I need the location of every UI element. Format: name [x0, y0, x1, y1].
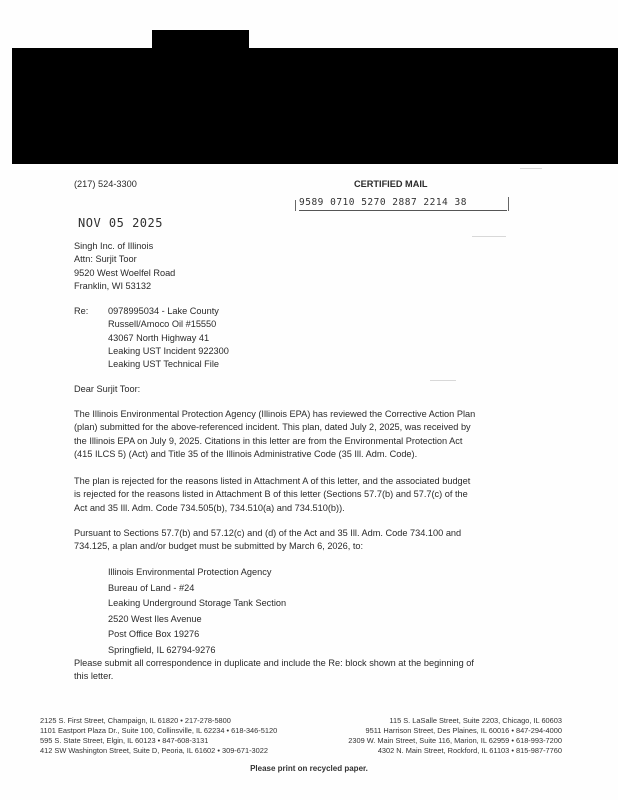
paragraph-line: The plan is rejected for the reasons listed in Attachment A of this letter, and the associated budget [74, 476, 471, 486]
re-line: Russell/Amoco Oil #15550 [108, 319, 217, 330]
re-line: 43067 North Highway 41 [108, 332, 210, 343]
paragraph-line: this letter. [74, 671, 114, 682]
paragraph-line: Pursuant to Sections 57.7(b) and 57.12(c) and (d) of the Act and 35 Ill. Adm. Code 734.100 and [74, 528, 462, 538]
re-line: Leaking UST Technical File [108, 359, 219, 370]
phone-number: (217) 524-3300 [74, 179, 137, 189]
re-line: 0978995034 - Lake County [108, 306, 219, 316]
office-address: 412 SW Washington Street, Suite D, Peoria, IL 61602 • 309-671-3022 [40, 746, 269, 755]
redaction-block [12, 48, 618, 164]
paragraph-line: 734.125, a plan and/or budget must be submitted by March 6, 2026, to: [74, 541, 364, 552]
re-line: Leaking UST Incident 922300 [108, 345, 229, 356]
mailing-line: Leaking Underground Storage Tank Section [108, 598, 287, 608]
paragraph-correspondence [74, 657, 534, 684]
mailing-line: Post Office Box 19276 [108, 629, 200, 639]
recipient-line: Singh Inc. of Illinois [74, 241, 154, 251]
paragraph-review [74, 408, 534, 461]
salutation: Dear Surjit Toor: [74, 384, 141, 394]
office-address: 115 S. LaSalle Street, Suite 2203, Chicago, IL 60603 [389, 716, 562, 725]
office-address: 9511 Harrison Street, Des Plaines, IL 60016 • 847-294-4000 [365, 726, 562, 735]
mailing-line: Illinois Environmental Protection Agency [108, 567, 272, 577]
office-address: 595 S. State Street, Elgin, IL 60123 • 847-608-3131 [40, 736, 209, 745]
paragraph-submission [74, 527, 534, 554]
paragraph-line: Please submit all correspondence in duplicate and include the Re: block shown at the beginning of [74, 658, 474, 668]
recycled-paper-note: Please print on recycled paper. [250, 764, 368, 773]
recipient-line: Attn: Surjit Toor [74, 254, 137, 265]
paragraph-line: (plan) submitted for the above-referenced incident. This plan, dated July 2, 2025, was received by [74, 422, 471, 433]
tracking-number: 9589 0710 5270 2887 2214 38 [299, 197, 507, 211]
scan-artifact [472, 236, 506, 237]
redaction-bar-top [152, 30, 249, 50]
mailing-line: 2520 West Iles Avenue [108, 613, 202, 624]
footer-right-column [348, 716, 562, 756]
mailing-line: Springfield, IL 62794-9276 [108, 644, 216, 655]
re-label: Re: [74, 306, 89, 316]
office-address: 2125 S. First Street, Champaign, IL 61820 • 217-278-5800 [40, 716, 231, 725]
certified-mail-label: CERTIFIED MAIL [354, 179, 428, 189]
recipient-line: 9520 West Woelfel Road [74, 267, 176, 278]
paragraph-line: Act and 35 Ill. Adm. Code 734.505(b), 734.510(a) and 734.510(b)). [74, 502, 345, 513]
paragraph-line: The Illinois Environmental Protection Agency (Illinois EPA) has reviewed the Corrective Action Plan [74, 409, 476, 419]
footer-left-column [40, 716, 277, 756]
recipient-line: Franklin, WI 53132 [74, 280, 152, 291]
mailing-line: Bureau of Land - #24 [108, 582, 195, 593]
mailing-address [108, 566, 286, 659]
received-date-stamp: NOV 05 2025 [78, 216, 163, 230]
re-block [108, 305, 229, 371]
paragraph-line: (415 ILCS 5) (Act) and Title 35 of the Illinois Administrative Code (35 Ill. Adm. Code). [74, 448, 418, 459]
paragraph-rejection [74, 475, 534, 515]
office-address: 1101 Eastport Plaza Dr., Suite 100, Collinsville, IL 62234 • 618-346-5120 [40, 726, 278, 735]
office-address: 2309 W. Main Street, Suite 116, Marion, IL 62959 • 618-993-7200 [348, 736, 562, 745]
paragraph-line: is rejected for the reasons listed in Attachment B of this letter (Sections 57.7(b) and 57.7(c) of the [74, 489, 468, 500]
scan-artifact [520, 168, 542, 169]
office-address: 4302 N. Main Street, Rockford, IL 61103 • 815-987-7760 [377, 746, 562, 755]
paragraph-line: the Illinois EPA on July 9, 2025. Citations in this letter are from the Environmental Protection Act [74, 435, 463, 446]
scan-artifact [430, 380, 456, 381]
recipient-address [74, 240, 175, 293]
